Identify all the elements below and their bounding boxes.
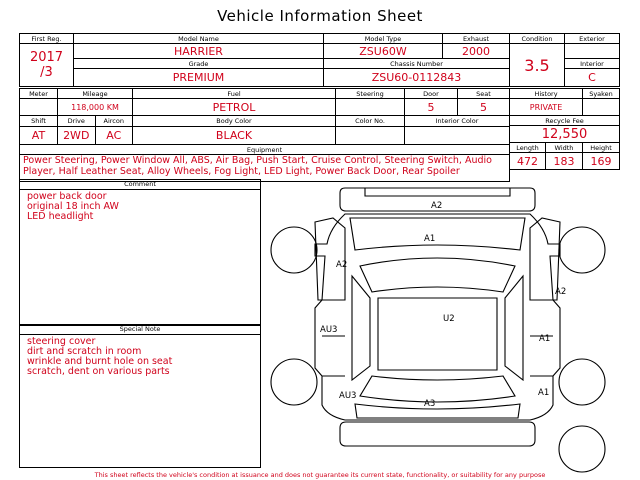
roof-icon bbox=[378, 298, 497, 370]
sheet-title: Vehicle Information Sheet bbox=[217, 7, 423, 25]
wheel-front-left-icon bbox=[271, 227, 317, 273]
drive-label: Drive bbox=[58, 116, 96, 126]
first-reg-month: /3 bbox=[40, 65, 53, 80]
door-value: 5 bbox=[405, 99, 458, 116]
exhaust-value: 2000 bbox=[443, 44, 510, 59]
comment-line: power back door bbox=[27, 191, 107, 202]
body-color-label: Body Color bbox=[133, 116, 336, 127]
damage-mark-left-front-fender: A2 bbox=[336, 260, 348, 270]
comment-line: original 18 inch AW bbox=[27, 201, 119, 212]
color-no-label: Color No. bbox=[336, 116, 405, 127]
fuel-label: Fuel bbox=[133, 89, 336, 99]
hood-icon bbox=[350, 218, 525, 250]
damage-mark-roof: U2 bbox=[443, 314, 455, 324]
body-color-value: BLACK bbox=[133, 127, 336, 145]
wheel-front-right-icon bbox=[559, 227, 605, 273]
interior-color-label: Interior Color bbox=[405, 116, 510, 127]
chassis-number-value: ZSU60-0112843 bbox=[324, 69, 510, 87]
damage-mark-right-front-fender: A2 bbox=[555, 287, 567, 297]
interior-label: Interior bbox=[565, 59, 620, 69]
mileage-label: Mileage bbox=[58, 89, 133, 99]
syaken-label: Syaken bbox=[583, 89, 620, 99]
shift-value: AT bbox=[20, 127, 58, 145]
model-type-label: Model Type bbox=[324, 34, 443, 44]
aircon-value: AC bbox=[106, 129, 122, 142]
width-value: 183 bbox=[546, 153, 583, 170]
equipment-value: Power Steering, Power Window All, ABS, Air Bag, Push Start, Cruise Control, Steering Switch, Audio Player, Half Leather Seat, Alloy Wheels, Fog Light, LED Light, Power Back Door, Rear Spoiler bbox=[20, 155, 510, 182]
first-reg-label: First Reg. bbox=[20, 34, 74, 44]
seat-value: 5 bbox=[458, 99, 510, 116]
model-name-value: HARRIER bbox=[74, 44, 324, 59]
damage-mark-front-bumper: A2 bbox=[431, 201, 443, 211]
rear-window-icon bbox=[360, 376, 515, 402]
comment-line: LED headlight bbox=[27, 211, 94, 222]
model-name-label: Model Name bbox=[74, 34, 324, 44]
damage-mark-rear-bumper: A3 bbox=[424, 399, 436, 409]
mileage-value: 118,000 KM bbox=[58, 99, 133, 116]
wheel-rear-right-icon bbox=[559, 359, 605, 405]
meter-label: Meter bbox=[20, 89, 58, 99]
windshield-icon bbox=[360, 258, 515, 292]
right-side-window-icon bbox=[505, 276, 523, 380]
spare-wheel-icon bbox=[559, 426, 605, 472]
recycle-fee-value: 12,550 bbox=[510, 126, 620, 143]
aircon-label: Aircon bbox=[103, 117, 124, 125]
grade-label: Grade bbox=[74, 59, 324, 69]
width-label: Width bbox=[546, 143, 583, 153]
condition-value: 3.5 bbox=[510, 44, 565, 87]
shift-label: Shift bbox=[20, 116, 58, 127]
special-note-line: scratch, dent on various parts bbox=[27, 366, 170, 377]
tailgate-icon bbox=[355, 404, 520, 418]
history-label: History bbox=[510, 89, 583, 99]
length-value: 472 bbox=[510, 153, 546, 170]
chassis-number-label: Chassis Number bbox=[324, 59, 510, 69]
damage-mark-left-rear-door: AU3 bbox=[320, 325, 338, 335]
special-note-line: dirt and scratch in room bbox=[27, 346, 142, 357]
exhaust-label: Exhaust bbox=[443, 34, 510, 44]
special-note-line: steering cover bbox=[27, 336, 96, 347]
fuel-value: PETROL bbox=[133, 99, 336, 116]
rear-bumper-icon bbox=[340, 422, 535, 446]
special-note-line: wrinkle and burnt hole on seat bbox=[27, 356, 173, 367]
first-reg-year: 2017 bbox=[29, 50, 64, 65]
history-value: PRIVATE bbox=[510, 99, 583, 116]
comment-label: Comment bbox=[20, 180, 260, 190]
door-label: Door bbox=[405, 89, 458, 99]
special-note-label: Special Note bbox=[20, 325, 260, 335]
left-side-window-icon bbox=[352, 276, 370, 380]
model-type-value: ZSU60W bbox=[324, 44, 443, 59]
left-front-fender-icon bbox=[315, 218, 348, 300]
damage-mark-right-rear-quarter: A1 bbox=[538, 388, 550, 398]
damage-mark-hood: A1 bbox=[424, 234, 436, 244]
interior-value: C bbox=[565, 69, 620, 87]
height-label: Height bbox=[583, 143, 620, 153]
seat-label: Seat bbox=[458, 89, 510, 99]
disclaimer-footer: This sheet reflects the vehicle's condition at issuance and does not guarantee its current state, functionality, or suitability for any purpose bbox=[94, 471, 546, 479]
recycle-fee-label: Recycle Fee bbox=[510, 116, 620, 126]
condition-label: Condition bbox=[510, 34, 565, 44]
damage-mark-right-front-door: A1 bbox=[539, 334, 551, 344]
front-bumper-inner-icon bbox=[365, 188, 510, 196]
height-value: 169 bbox=[583, 153, 620, 170]
grade-value: PREMIUM bbox=[74, 69, 324, 87]
wheel-rear-left-icon bbox=[271, 359, 317, 405]
drive-value: 2WD bbox=[58, 127, 96, 144]
exterior-label: Exterior bbox=[565, 34, 620, 44]
length-label: Length bbox=[510, 143, 546, 153]
damage-mark-left-rear-quarter: AU3 bbox=[339, 391, 357, 401]
equipment-label: Equipment bbox=[20, 145, 510, 155]
steering-label: Steering bbox=[336, 89, 405, 99]
